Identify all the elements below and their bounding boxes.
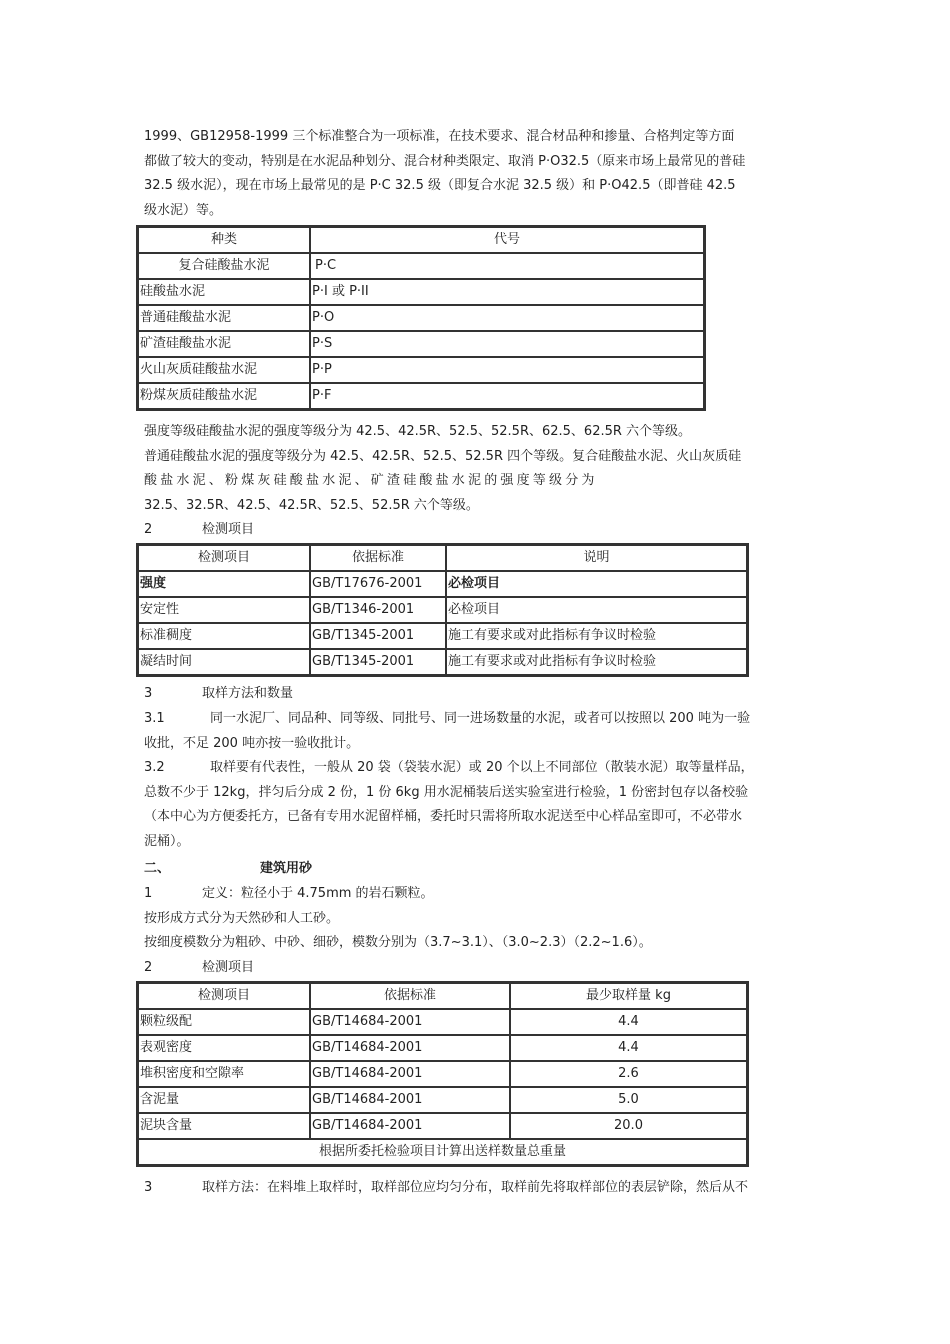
section-title: 取样方法和数量 — [202, 686, 294, 701]
intro-line-4: 级水泥）等。 — [144, 202, 223, 218]
item-cell: 表观密度 — [138, 1035, 310, 1061]
code-cell: P·P — [310, 357, 704, 383]
clause-number: 3 — [144, 1180, 153, 1195]
sand-heading — [144, 857, 808, 882]
amount-cell: 4.4 — [510, 1035, 747, 1061]
header-cell: 种类 — [138, 227, 310, 253]
intro-paragraph — [144, 125, 808, 223]
standard-cell: GB/T14684-2001 — [310, 1035, 510, 1061]
header-cell: 最少取样量 kg — [510, 983, 747, 1009]
item-cell: 堆积密度和空隙率 — [138, 1061, 310, 1087]
heading-title: 建筑用砂 — [260, 861, 313, 876]
strength-paragraph — [144, 420, 808, 518]
table-row — [138, 1035, 747, 1061]
amount-cell: 5.0 — [510, 1087, 747, 1113]
type-cell: 矿渣硅酸盐水泥 — [138, 331, 310, 357]
formation-line: 按形成方式分为天然砂和人工砂。 — [144, 910, 340, 926]
clause-number: 1 — [144, 886, 153, 901]
standard-cell: GB/T14684-2001 — [310, 1009, 510, 1035]
clause-line: 泥桶）。 — [144, 833, 190, 849]
item-cell: 凝结时间 — [138, 649, 310, 675]
code-cell: P·F — [310, 383, 704, 409]
clause-line: 总数不少于 12kg，拌匀后分成 2 份，1 份 6kg 用水泥桶装后送实验室进行检验，1 份密封包存以备校验 — [144, 784, 749, 800]
table-row — [138, 649, 747, 675]
intro-line-3: 32.5 级水泥），现在市场上最常见的是 P·C 32.5 级（即复合水泥 32.5 级）和 P·O42.5（即普硅 42.5 — [144, 178, 736, 193]
standard-cell: GB/T17676-2001 — [310, 571, 446, 597]
code-cell: P·O — [310, 305, 704, 331]
clause-line: 取样方法：在料堆上取样时，取样部位应均匀分布，取样前先将取样部位的表层铲除，然后从不 — [202, 1180, 749, 1195]
code-cell: P·I 或 P·II — [310, 279, 704, 305]
intro-line-2: 都做了较大的变动，特别是在水泥品种划分、混合材种类限定、取消 P·O32.5（原来市场上最常见的普硅 — [144, 153, 746, 169]
table-header-row — [138, 983, 747, 1009]
cement-types-table — [136, 225, 706, 411]
sand-definition — [144, 882, 808, 980]
table-header-row — [138, 545, 747, 571]
amount-cell: 4.4 — [510, 1009, 747, 1035]
header-cell: 检测项目 — [138, 983, 310, 1009]
type-cell: 火山灰质硅酸盐水泥 — [138, 357, 310, 383]
table-row — [138, 1087, 747, 1113]
item-cell: 标准稠度 — [138, 623, 310, 649]
code-cell: P·C — [310, 253, 704, 279]
table-row — [138, 331, 704, 357]
definition-text: 定义：粒径小于 4.75mm 的岩石颗粒。 — [202, 886, 434, 901]
type-cell: 粉煤灰质硅酸盐水泥 — [138, 383, 310, 409]
table-header-row — [138, 227, 704, 253]
clause-number: 3.2 — [144, 760, 165, 775]
footer-note-cell: 根据所委托检验项目计算出送样数量总重量 — [138, 1139, 747, 1165]
table-row — [138, 357, 704, 383]
standard-cell: GB/T14684-2001 — [310, 1061, 510, 1087]
strength-line-2: 普通硅酸盐水泥的强度等级分为 42.5、42.5R、52.5、52.5R 四个等级。复合硅酸盐水泥、火山灰质硅 — [144, 448, 742, 464]
strength-line-3: 酸盐水泥、粉煤灰硅酸盐水泥、矿渣硅酸盐水泥的强度等级分为 — [144, 473, 598, 488]
amount-cell: 2.6 — [510, 1061, 747, 1087]
section-number: 2 — [144, 959, 153, 975]
section-number: 2 — [144, 522, 153, 537]
item-cell: 安定性 — [138, 597, 310, 623]
fineness-line: 按细度模数分为粗砂、中砂、细砂，模数分别为（3.7~3.1）、（3.0~2.3）（2.2~1.6）。 — [144, 935, 652, 950]
cement-tests-table — [136, 543, 749, 677]
item-cell: 含泥量 — [138, 1087, 310, 1113]
table-row — [138, 383, 704, 409]
section-number: 3 — [144, 686, 153, 701]
item-cell: 泥块含量 — [138, 1113, 310, 1139]
note-cell: 施工有要求或对此指标有争议时检验 — [446, 623, 747, 649]
clause-number: 3.1 — [144, 711, 165, 726]
sand-sampling-paragraph — [144, 1176, 808, 1201]
sampling-paragraph-3-2 — [144, 756, 808, 854]
table-row — [138, 305, 704, 331]
standard-cell: GB/T1345-2001 — [310, 623, 446, 649]
header-cell: 依据标准 — [310, 983, 510, 1009]
note-cell: 必检项目 — [446, 597, 747, 623]
standard-cell: GB/T14684-2001 — [310, 1087, 510, 1113]
item-cell: 强度 — [138, 571, 310, 597]
sampling-paragraph-3-1 — [144, 707, 808, 756]
table-row — [138, 1061, 747, 1087]
section-heading — [144, 518, 808, 543]
code-cell: P·S — [310, 331, 704, 357]
strength-line-4: 32.5、32.5R、42.5、42.5R、52.5、52.5R 六个等级。 — [144, 497, 479, 513]
table-row — [138, 623, 747, 649]
table-footer-row — [138, 1139, 747, 1165]
section-title: 检测项目 — [202, 959, 255, 975]
standard-cell: GB/T1345-2001 — [310, 649, 446, 675]
note-cell: 必检项目 — [446, 571, 747, 597]
clause-line: 收批，不足 200 吨亦按一验收批计。 — [144, 735, 360, 751]
strength-line-1: 强度等级硅酸盐水泥的强度等级分为 42.5、42.5R、52.5、52.5R、62.5、62.5R 六个等级。 — [144, 424, 692, 439]
header-cell: 依据标准 — [310, 545, 446, 571]
section-title: 检测项目 — [202, 522, 255, 537]
table-row — [138, 279, 704, 305]
header-cell: 检测项目 — [138, 545, 310, 571]
amount-cell: 20.0 — [510, 1113, 747, 1139]
table-row — [138, 597, 747, 623]
intro-line-1: 1999、GB12958-1999 三个标准整合为一项标准，在技术要求、混合材品种和掺量、合格判定等方面 — [144, 129, 735, 144]
heading-number: 二、 — [144, 861, 171, 876]
table-row — [138, 571, 747, 597]
type-cell: 普通硅酸盐水泥 — [138, 305, 310, 331]
sand-tests-table — [136, 981, 749, 1167]
type-cell: 复合硅酸盐水泥 — [138, 253, 310, 279]
standard-cell: GB/T1346-2001 — [310, 597, 446, 623]
section-heading — [144, 682, 808, 707]
clause-line: 同一水泥厂、同品种、同等级、同批号、同一进场数量的水泥，或者可以按照以 200 吨为一验 — [210, 711, 751, 726]
note-cell: 施工有要求或对此指标有争议时检验 — [446, 649, 747, 675]
header-cell: 说明 — [446, 545, 747, 571]
item-cell: 颗粒级配 — [138, 1009, 310, 1035]
table-row — [138, 1009, 747, 1035]
table-row — [138, 253, 704, 279]
clause-line: 取样要有代表性，一般从 20 袋（袋装水泥）或 20 个以上不同部位（散装水泥）取等量样品， — [210, 760, 754, 775]
clause-line: （本中心为方便委托方，已备有专用水泥留样桶，委托时只需将所取水泥送至中心样品室即可，不必带水 — [144, 809, 743, 824]
standard-cell: GB/T14684-2001 — [310, 1113, 510, 1139]
table-row — [138, 1113, 747, 1139]
header-cell: 代号 — [310, 227, 704, 253]
type-cell: 硅酸盐水泥 — [138, 279, 310, 305]
